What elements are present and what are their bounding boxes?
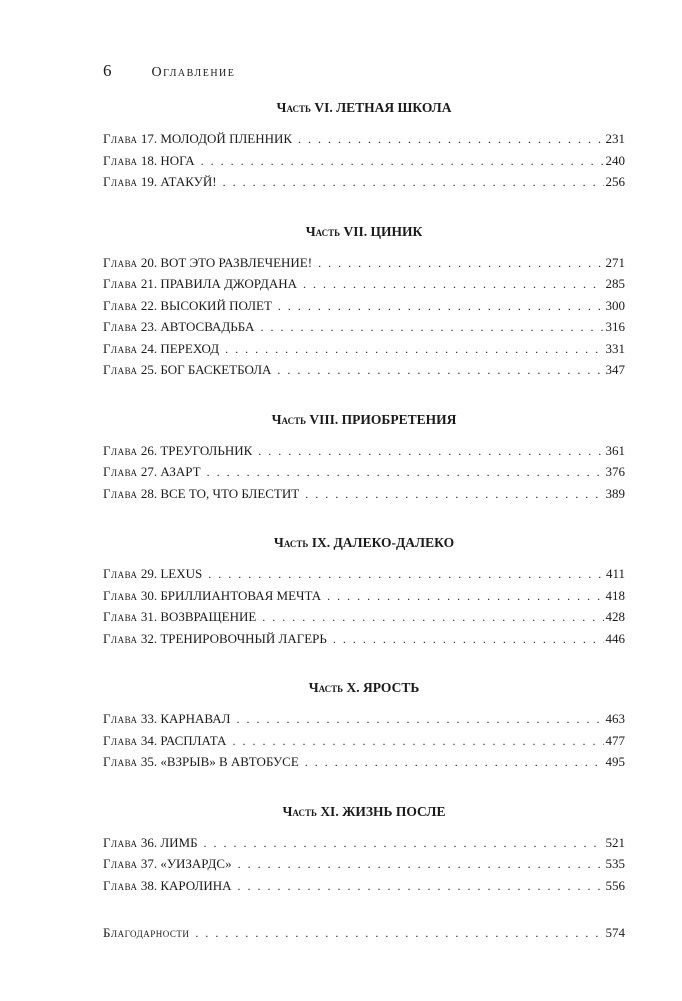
entry-prefix: Глава [103,464,138,479]
entry-title: 19. АТАКУЙ! [140,174,217,189]
entry-prefix: Глава [103,566,138,581]
entry-title: 38. КАРОЛИНА [140,877,232,893]
page-number: 6 [103,61,112,80]
entry-page: 418 [605,587,625,603]
dot-leader [327,586,603,608]
entry-title: 35. «ВЗРЫВ» В АВТОБУСЕ [140,754,299,769]
dot-leader [303,274,603,296]
entry-title: 24. ПЕРЕХОД [140,340,220,356]
entry-page: 316 [605,319,625,334]
entry-title: 37. «УИЗАРДС» [140,856,232,871]
toc-entry [103,708,625,730]
toc-entry [103,359,625,381]
dot-leader [260,317,603,339]
toc-entry [103,273,625,295]
entry-prefix: Глава [103,754,138,769]
table-of-contents [103,96,625,944]
entry-title: 36. ЛИМБ [140,834,198,850]
entry-title: 27. АЗАРТ [140,464,201,479]
entry-title: 17. МОЛОДОЙ ПЛЕННИК [140,131,293,146]
dot-leader [278,296,604,318]
entry-prefix: Глава [103,340,138,356]
toc-entry [103,461,625,483]
toc-entry [103,252,625,274]
dot-leader [204,833,604,855]
dot-leader [201,151,604,173]
entry-title: 23. АВТОСВАДЬБА [140,319,255,334]
toc-entry [103,853,625,875]
part-title: Часть X. ЯРОСТЬ [308,680,420,695]
entry-title: 20. ВОТ ЭТО РАЗВЛЕЧЕНИЕ! [140,254,313,270]
entry-prefix: Глава [103,732,138,748]
dot-leader [237,876,603,898]
dot-leader [195,923,603,945]
entry-page: 376 [605,464,625,479]
toc-entry [103,563,625,585]
entry-prefix: Глава [103,834,138,850]
entry-page: 574 [605,925,625,940]
entry-prefix: Глава [103,174,138,189]
entry-page: 428 [605,609,625,624]
entry-title: Благодарности [103,925,190,940]
entry-prefix: Глава [103,856,138,871]
part-title: Часть XI. ЖИЗНЬ ПОСЛЕ [282,803,446,819]
toc-entry [103,440,625,462]
entry-title: 34. РАСПЛАТА [140,732,227,748]
entry-page: 556 [605,877,625,893]
toc-entry [103,628,625,650]
dot-leader [238,854,604,876]
entry-title: 26. ТРЕУГОЛЬНИК [140,442,253,458]
dot-leader [236,709,603,731]
toc-entry [103,832,625,854]
part-title: Часть VII. ЦИНИК [305,223,423,239]
entry-title: 25. БОГ БАСКЕТБОЛА [140,362,272,377]
dot-leader [262,607,603,629]
dot-leader [305,484,603,506]
toc-part [103,676,625,773]
entry-prefix: Глава [103,297,138,313]
toc-entry [103,875,625,897]
toc-entry-acknowledgements [103,922,625,944]
toc-part [103,96,625,193]
entry-page: 285 [605,276,625,291]
entry-page: 361 [605,442,625,458]
toc-part [103,800,625,897]
toc-entry [103,150,625,172]
entry-prefix: Глава [103,609,138,624]
toc-entry [103,730,625,752]
running-head-title: Оглавление [151,65,236,80]
entry-page: 347 [605,362,625,377]
dot-leader [225,339,603,361]
entry-page: 477 [605,732,625,748]
toc-entry [103,316,625,338]
entry-page: 495 [605,754,625,769]
dot-leader [305,752,604,774]
entry-title: 31. ВОЗВРАЩЕНИЕ [140,609,257,624]
dot-leader [232,731,603,753]
toc-entry [103,128,625,150]
part-title: Часть VIII. ПРИОБРЕТЕНИЯ [271,411,457,427]
entry-page: 389 [605,485,625,501]
entry-page: 535 [605,856,625,871]
entry-page: 271 [605,254,625,270]
entry-title: 32. ТРЕНИРОВОЧНЫЙ ЛАГЕРЬ [140,630,327,646]
entry-prefix: Глава [103,276,138,291]
toc-entry [103,338,625,360]
toc-part [103,408,625,505]
entry-prefix: Глава [103,152,138,168]
dot-leader [258,441,603,463]
entry-prefix: Глава [103,254,138,270]
entry-title: 22. ВЫСОКИЙ ПОЛЕТ [140,297,272,313]
entry-prefix: Глава [103,131,138,146]
entry-prefix: Глава [103,877,138,893]
dot-leader [277,360,603,382]
entry-page: 300 [605,297,625,313]
toc-entry [103,751,625,773]
entry-prefix: Глава [103,442,138,458]
dot-leader [318,253,603,275]
toc-entry [103,295,625,317]
dot-leader [298,129,603,151]
part-title: Часть IX. ДАЛЕКО-ДАЛЕКО [273,535,455,550]
toc-entry [103,585,625,607]
toc-part [103,531,625,649]
entry-prefix: Глава [103,319,138,334]
entry-page: 240 [605,152,625,168]
entry-prefix: Глава [103,362,138,377]
entry-prefix: Глава [103,587,138,603]
toc-part [103,220,625,381]
toc-entry [103,606,625,628]
entry-page: 256 [605,174,625,189]
entry-title: 28. ВСЕ ТО, ЧТО БЛЕСТИТ [140,485,300,501]
toc-entry [103,483,625,505]
entry-page: 521 [605,834,625,850]
entry-title: 33. КАРНАВАЛ [140,711,231,726]
entry-page: 231 [605,131,625,146]
entry-page: 446 [605,630,625,646]
toc-entry [103,171,625,193]
dot-leader [223,172,604,194]
entry-page: 411 [605,566,625,581]
entry-prefix: Глава [103,485,138,501]
entry-page: 463 [605,711,625,726]
running-head [103,61,235,81]
entry-page: 331 [605,340,625,356]
entry-title: 30. БРИЛЛИАНТОВАЯ МЕЧТА [140,587,322,603]
entry-title: 21. ПРАВИЛА ДЖОРДАНА [140,276,298,291]
entry-prefix: Глава [103,630,138,646]
entry-title: 29. LEXUS [140,566,203,581]
entry-title: 18. НОГА [140,152,195,168]
dot-leader [333,629,604,651]
part-title: Часть VI. ЛЕТНАЯ ШКОЛА [276,100,452,115]
dot-leader [207,462,604,484]
dot-leader [208,564,604,586]
entry-prefix: Глава [103,711,138,726]
